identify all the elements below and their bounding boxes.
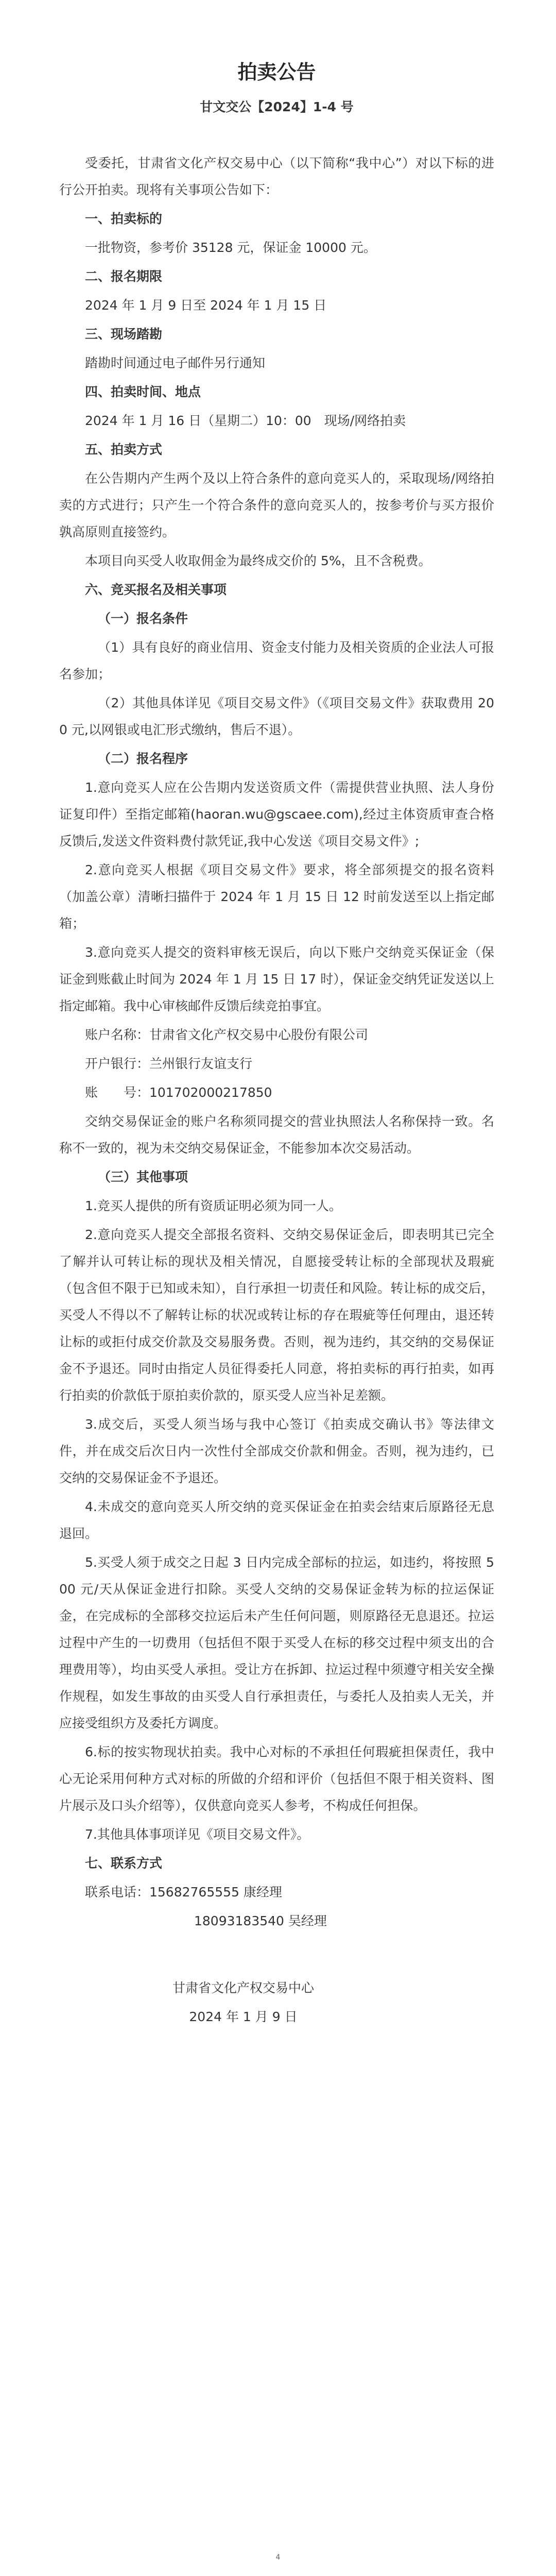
condition-item: （2）其他具体详见《项目交易文件》（《项目交易文件》获取费用 200 元,以网银或电汇形式缴纳，售后不退）。 [59,695,494,737]
signer-organization: 甘肃省文化产权交易中心 [172,1980,314,1995]
contact-phone-1: 联系电话：15682765555 康经理 [85,1884,282,1900]
section-heading-auction-item: 一、拍卖标的 [85,211,163,226]
intro-paragraph: 受委托，甘肃省文化产权交易中心（以下简称“我中心”）对以下标的进行公开拍卖。现将有关事项公告如下： [59,155,494,197]
deposit-account-note: 交纳交易保证金的账户名称须同提交的营业执照法人名称保持一致。名称不一致的，视为未交纳交易保证金，不能参加本次交易活动。 [59,1113,494,1156]
registration-period-text: 2024 年 1 月 9 日至 2024 年 1 月 15 日 [85,297,327,313]
subsection-heading-conditions: （一）报名条件 [98,611,188,626]
section-heading-site-inspection: 三、现场踏勘 [85,326,163,342]
account-number: 账 号：101702000217850 [85,1084,272,1100]
procedure-step: 3.意向竞买人提交的资料审核无误后，向以下账户交纳竞买保证金（保证金到账截止时间为 2024 年 1 月 15 日 17 时），保证金交纳凭证发送以上指定邮箱。我中心审核邮件反馈后续竞拍事宜。 [59,944,494,1013]
account-name: 账户名称：甘肃省文化产权交易中心股份有限公司 [85,1027,369,1042]
subsection-heading-procedure: （二）报名程序 [98,751,188,766]
site-inspection-text: 踏勘时间通过电子邮件另行通知 [85,355,266,370]
section-heading-contact: 七、联系方式 [85,1855,163,1871]
announcement-body [59,150,494,2030]
signature-block [59,1975,494,2030]
condition-item: （1）具有良好的商业信用、资金支付能力及相关资质的企业法人可报名参加； [59,639,494,682]
section-heading-auction-time-place: 四、拍卖时间、地点 [85,384,201,399]
section-heading-registration-period: 二、报名期限 [85,268,163,284]
signing-date: 2024 年 1 月 9 日 [189,2009,298,2024]
other-matter-item: 5.买受人须于成交之日起 3 日内完成全部标的拉运，如违约，将按照 500 元/天从保证金进行扣除。买受人交纳的交易保证金转为标的拉运保证金，在完成标的全部移交拉运后未产生任何问题，则原路径无息退还。拉运过程中产生的一切费用（包括但不限于买受人在标的移交过程中须支出的合理费用等），均由买受人承担。受让方在拆卸、拉运过程中须遵守相关安全操作规程，如发生事故的由买受人自行承担责任，与委托人及拍卖人无关，并应接受组织方及委托方调度。 [59,1554,494,1731]
announcement-document [0,61,556,2030]
section-heading-auction-method: 五、拍卖方式 [85,442,163,457]
other-matter-item: 1.竞买人提供的所有资质证明必须为同一人。 [85,1198,342,1213]
other-matter-item: 2.意向竞买人提交全部报名资料、交纳交易保证金后，即表明其已完全了解并认可转让标的现状及相关情况，自愿接受转让标的全部现状及瑕疵（包含但不限于已知或未知），自行承担一切责任和风险。转让标的成交后，买受人不得以不了解转让标的状况或转让标的存在瑕疵等任何理由，退还转让标的或拒付成交价款及交易服务费。否则，视为违约，其交纳的交易保证金不予退还。同时由指定人员征得委托人同意，将拍卖标的再行拍卖，如再行拍卖的价款低于原拍卖价款的，原买受人应当补足差额。 [59,1227,494,1403]
section-heading-bidding-registration: 六、竞买报名及相关事项 [85,582,227,597]
commission-paragraph: 本项目向买受人收取佣金为最终成交价的 5%，且不含税费。 [85,553,431,568]
other-matter-item: 4.未成交的意向竞买人所交纳的竞买保证金在拍卖会结束后原路径无息退回。 [59,1499,494,1541]
other-matter-item: 6.标的按实物现状拍卖。我中心对标的不承担任何瑕疵担保责任，我中心无论采用何种方式对标的所做的介绍和评价（包括但不限于相关资料、图片展示及口头介绍等），仅供意向竞买人参考，不构成任何担保。 [59,1744,494,1813]
procedure-step: 1.意向竞买人应在公告期内发送资质文件（需提供营业执照、法人身份证复印件）至指定邮箱(haoran.wu@gscaee.com),经过主体资质审查合格反馈后,发送文件资料费付款凭证,我中心发送《项目交易文件》; [59,779,494,849]
auction-item-text: 一批物资，参考价 35128 元，保证金 10000 元。 [85,240,376,255]
other-matter-item: 7.其他具体事项详见《项目交易文件》。 [85,1826,310,1842]
auction-time-place-text: 2024 年 1 月 16 日（星期二）10：00 现场/网络拍卖 [85,413,406,428]
subsection-heading-other-matters: （三）其他事项 [98,1169,188,1184]
account-bank: 开户银行：兰州银行友谊支行 [85,1056,253,1071]
page-number: 4 [275,2553,281,2562]
procedure-step: 2.意向竞买人根据《项目交易文件》要求，将全部须提交的报名资料（加盖公章）清晰扫描件于 2024 年 1 月 15 日 12 时前发送至以上指定邮箱； [59,862,494,931]
auction-method-paragraph: 在公告期内产生两个及以上符合条件的意向竞买人的，采取现场/网络拍卖的方式进行；只产生一个符合条件的意向竞买人的，按参考价与买方报价孰高原则直接签约。 [59,470,494,539]
page-title: 拍卖公告 [237,61,316,83]
document-number: 甘文交公【2024】1-4 号 [200,99,354,114]
other-matter-item: 3.成交后，买受人须当场与我中心签订《拍卖成交确认书》等法律文件，并在成交后次日内一次性付全部成交价款和佣金。否则，视为违约，已交纳的交易保证金不予退还。 [59,1416,494,1485]
contact-phone-2: 18093183540 吴经理 [194,1913,327,1928]
